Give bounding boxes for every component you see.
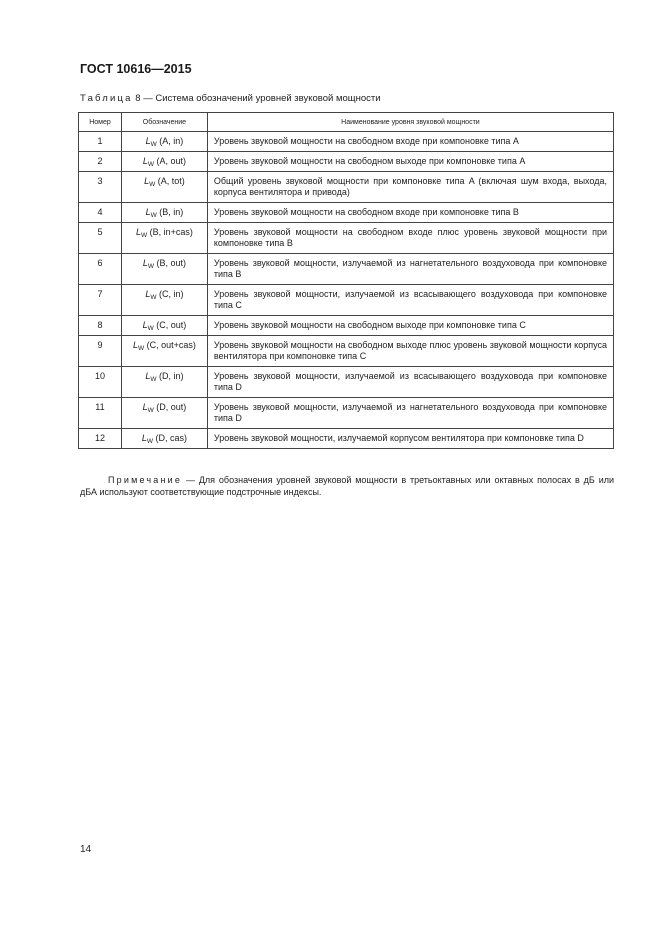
table-row bbox=[79, 398, 614, 429]
row-description: Уровень звуковой мощности, излучаемой из нагнетательного воздуховода при компоновке типа B bbox=[207, 254, 613, 285]
row-designation bbox=[121, 203, 207, 223]
row-number: 4 bbox=[79, 203, 122, 223]
row-number: 8 bbox=[79, 316, 122, 336]
symbol-letter: L bbox=[135, 227, 141, 237]
symbol-subscript: W bbox=[140, 232, 148, 239]
row-description: Уровень звуковой мощности, излучаемой из всасывающего воздуховода при компоновке типа C bbox=[207, 285, 613, 316]
row-designation bbox=[121, 398, 207, 429]
symbol-letter: L bbox=[142, 258, 148, 268]
symbol-parameters: (C, out+cas) bbox=[144, 340, 196, 350]
symbol-subscript: W bbox=[150, 212, 157, 219]
row-number: 5 bbox=[79, 223, 122, 254]
symbol-subscript: W bbox=[137, 345, 145, 352]
row-designation bbox=[121, 132, 207, 152]
row-number: 1 bbox=[79, 132, 122, 152]
table-row bbox=[79, 152, 614, 172]
table-row bbox=[79, 254, 614, 285]
symbol-letter: L bbox=[142, 402, 148, 412]
row-number: 7 bbox=[79, 285, 122, 316]
symbol-letter: L bbox=[132, 340, 138, 350]
symbol-letter: L bbox=[142, 320, 148, 330]
row-designation bbox=[121, 172, 207, 203]
row-description: Уровень звуковой мощности на свободном выходе при компоновке типа A bbox=[207, 152, 613, 172]
symbol-subscript: W bbox=[150, 376, 157, 383]
row-designation bbox=[121, 316, 207, 336]
table-row bbox=[79, 336, 614, 367]
symbol-subscript: W bbox=[150, 294, 157, 301]
row-description: Общий уровень звуковой мощности при компоновке типа A (включая шум входа, выхода, корпуса вентилятора и привода) bbox=[207, 172, 613, 203]
table-row bbox=[79, 223, 614, 254]
row-description: Уровень звуковой мощности на свободном выходе при компоновке типа C bbox=[207, 316, 613, 336]
table-row bbox=[79, 132, 614, 152]
row-number: 6 bbox=[79, 254, 122, 285]
row-number: 2 bbox=[79, 152, 122, 172]
symbol-letter: L bbox=[142, 156, 148, 166]
standard-code: ГОСТ 10616—2015 bbox=[80, 62, 192, 76]
symbol-subscript: W bbox=[146, 438, 153, 445]
table-caption-title: 8 — Система обозначений уровней звуковой мощности bbox=[132, 93, 381, 104]
row-designation bbox=[121, 223, 207, 254]
column-header-designation: Обозначение bbox=[121, 113, 207, 132]
symbol-parameters: (C, in) bbox=[156, 289, 184, 299]
row-designation bbox=[121, 336, 207, 367]
row-description: Уровень звуковой мощности на свободном входе при компоновке типа B bbox=[207, 203, 613, 223]
row-description: Уровень звуковой мощности на свободном входе плюс уровень звуковой мощности при компоновке типа B bbox=[207, 223, 613, 254]
row-number: 3 bbox=[79, 172, 122, 203]
symbol-parameters: (B, in+cas) bbox=[147, 227, 193, 237]
symbol-letter: L bbox=[145, 136, 151, 146]
symbol-subscript: W bbox=[147, 325, 154, 332]
symbol-parameters: (B, in) bbox=[156, 207, 184, 217]
row-designation bbox=[121, 429, 207, 449]
table-row bbox=[79, 316, 614, 336]
symbol-parameters: (B, out) bbox=[153, 258, 186, 268]
symbol-letter: L bbox=[145, 207, 151, 217]
column-header-number: Номер bbox=[79, 113, 122, 132]
row-description: Уровень звуковой мощности, излучаемой из всасывающего воздуховода при компоновке типа D bbox=[207, 367, 613, 398]
row-number: 10 bbox=[79, 367, 122, 398]
row-designation bbox=[121, 152, 207, 172]
table-caption-label: Таблица bbox=[80, 93, 133, 104]
table-header-row bbox=[79, 113, 614, 132]
symbol-letter: L bbox=[141, 433, 147, 443]
row-number: 11 bbox=[79, 398, 122, 429]
note-label: Примечание bbox=[108, 475, 183, 485]
symbol-parameters: (D, out) bbox=[153, 402, 187, 412]
row-designation bbox=[121, 285, 207, 316]
table-row bbox=[79, 285, 614, 316]
symbol-parameters: (A, in) bbox=[156, 136, 184, 146]
symbol-subscript: W bbox=[147, 407, 154, 414]
symbol-parameters: (C, out) bbox=[153, 320, 187, 330]
note-text: — Для обозначения уровней звуковой мощности в третьоктавных или октавных полосах в дБ или дБА используют соответствующие подстрочные индексы. bbox=[80, 475, 614, 497]
page-number: 14 bbox=[80, 844, 92, 855]
symbol-subscript: W bbox=[149, 181, 156, 188]
table-note bbox=[80, 474, 614, 498]
symbol-letter: L bbox=[145, 289, 151, 299]
table-row bbox=[79, 429, 614, 449]
row-designation bbox=[121, 254, 207, 285]
symbol-letter: L bbox=[145, 371, 151, 381]
row-description: Уровень звуковой мощности, излучаемой корпусом вентилятора при компоновке типа D bbox=[207, 429, 613, 449]
row-description: Уровень звуковой мощности на свободном входе при компоновке типа A bbox=[207, 132, 613, 152]
symbol-parameters: (D, cas) bbox=[152, 433, 187, 443]
symbol-subscript: W bbox=[147, 161, 154, 168]
row-description: Уровень звуковой мощности, излучаемой из нагнетательного воздуховода при компоновке типа D bbox=[207, 398, 613, 429]
row-number: 9 bbox=[79, 336, 122, 367]
table-body bbox=[79, 132, 614, 449]
row-description: Уровень звуковой мощности на свободном выходе плюс уровень звуковой мощности корпуса вентилятора при компоновке типа C bbox=[207, 336, 613, 367]
table-row bbox=[79, 203, 614, 223]
table-row bbox=[79, 367, 614, 398]
table-caption bbox=[80, 93, 381, 104]
symbol-letter: L bbox=[144, 176, 150, 186]
symbol-subscript: W bbox=[147, 263, 154, 270]
table-row bbox=[79, 172, 614, 203]
symbol-parameters: (A, out) bbox=[153, 156, 186, 166]
symbol-subscript: W bbox=[150, 141, 157, 148]
row-designation bbox=[121, 367, 207, 398]
row-number: 12 bbox=[79, 429, 122, 449]
column-header-name: Наименование уровня звуковой мощности bbox=[207, 113, 613, 132]
sound-power-designation-table bbox=[78, 112, 614, 449]
symbol-parameters: (D, in) bbox=[156, 371, 184, 381]
symbol-parameters: (A, tot) bbox=[155, 176, 185, 186]
